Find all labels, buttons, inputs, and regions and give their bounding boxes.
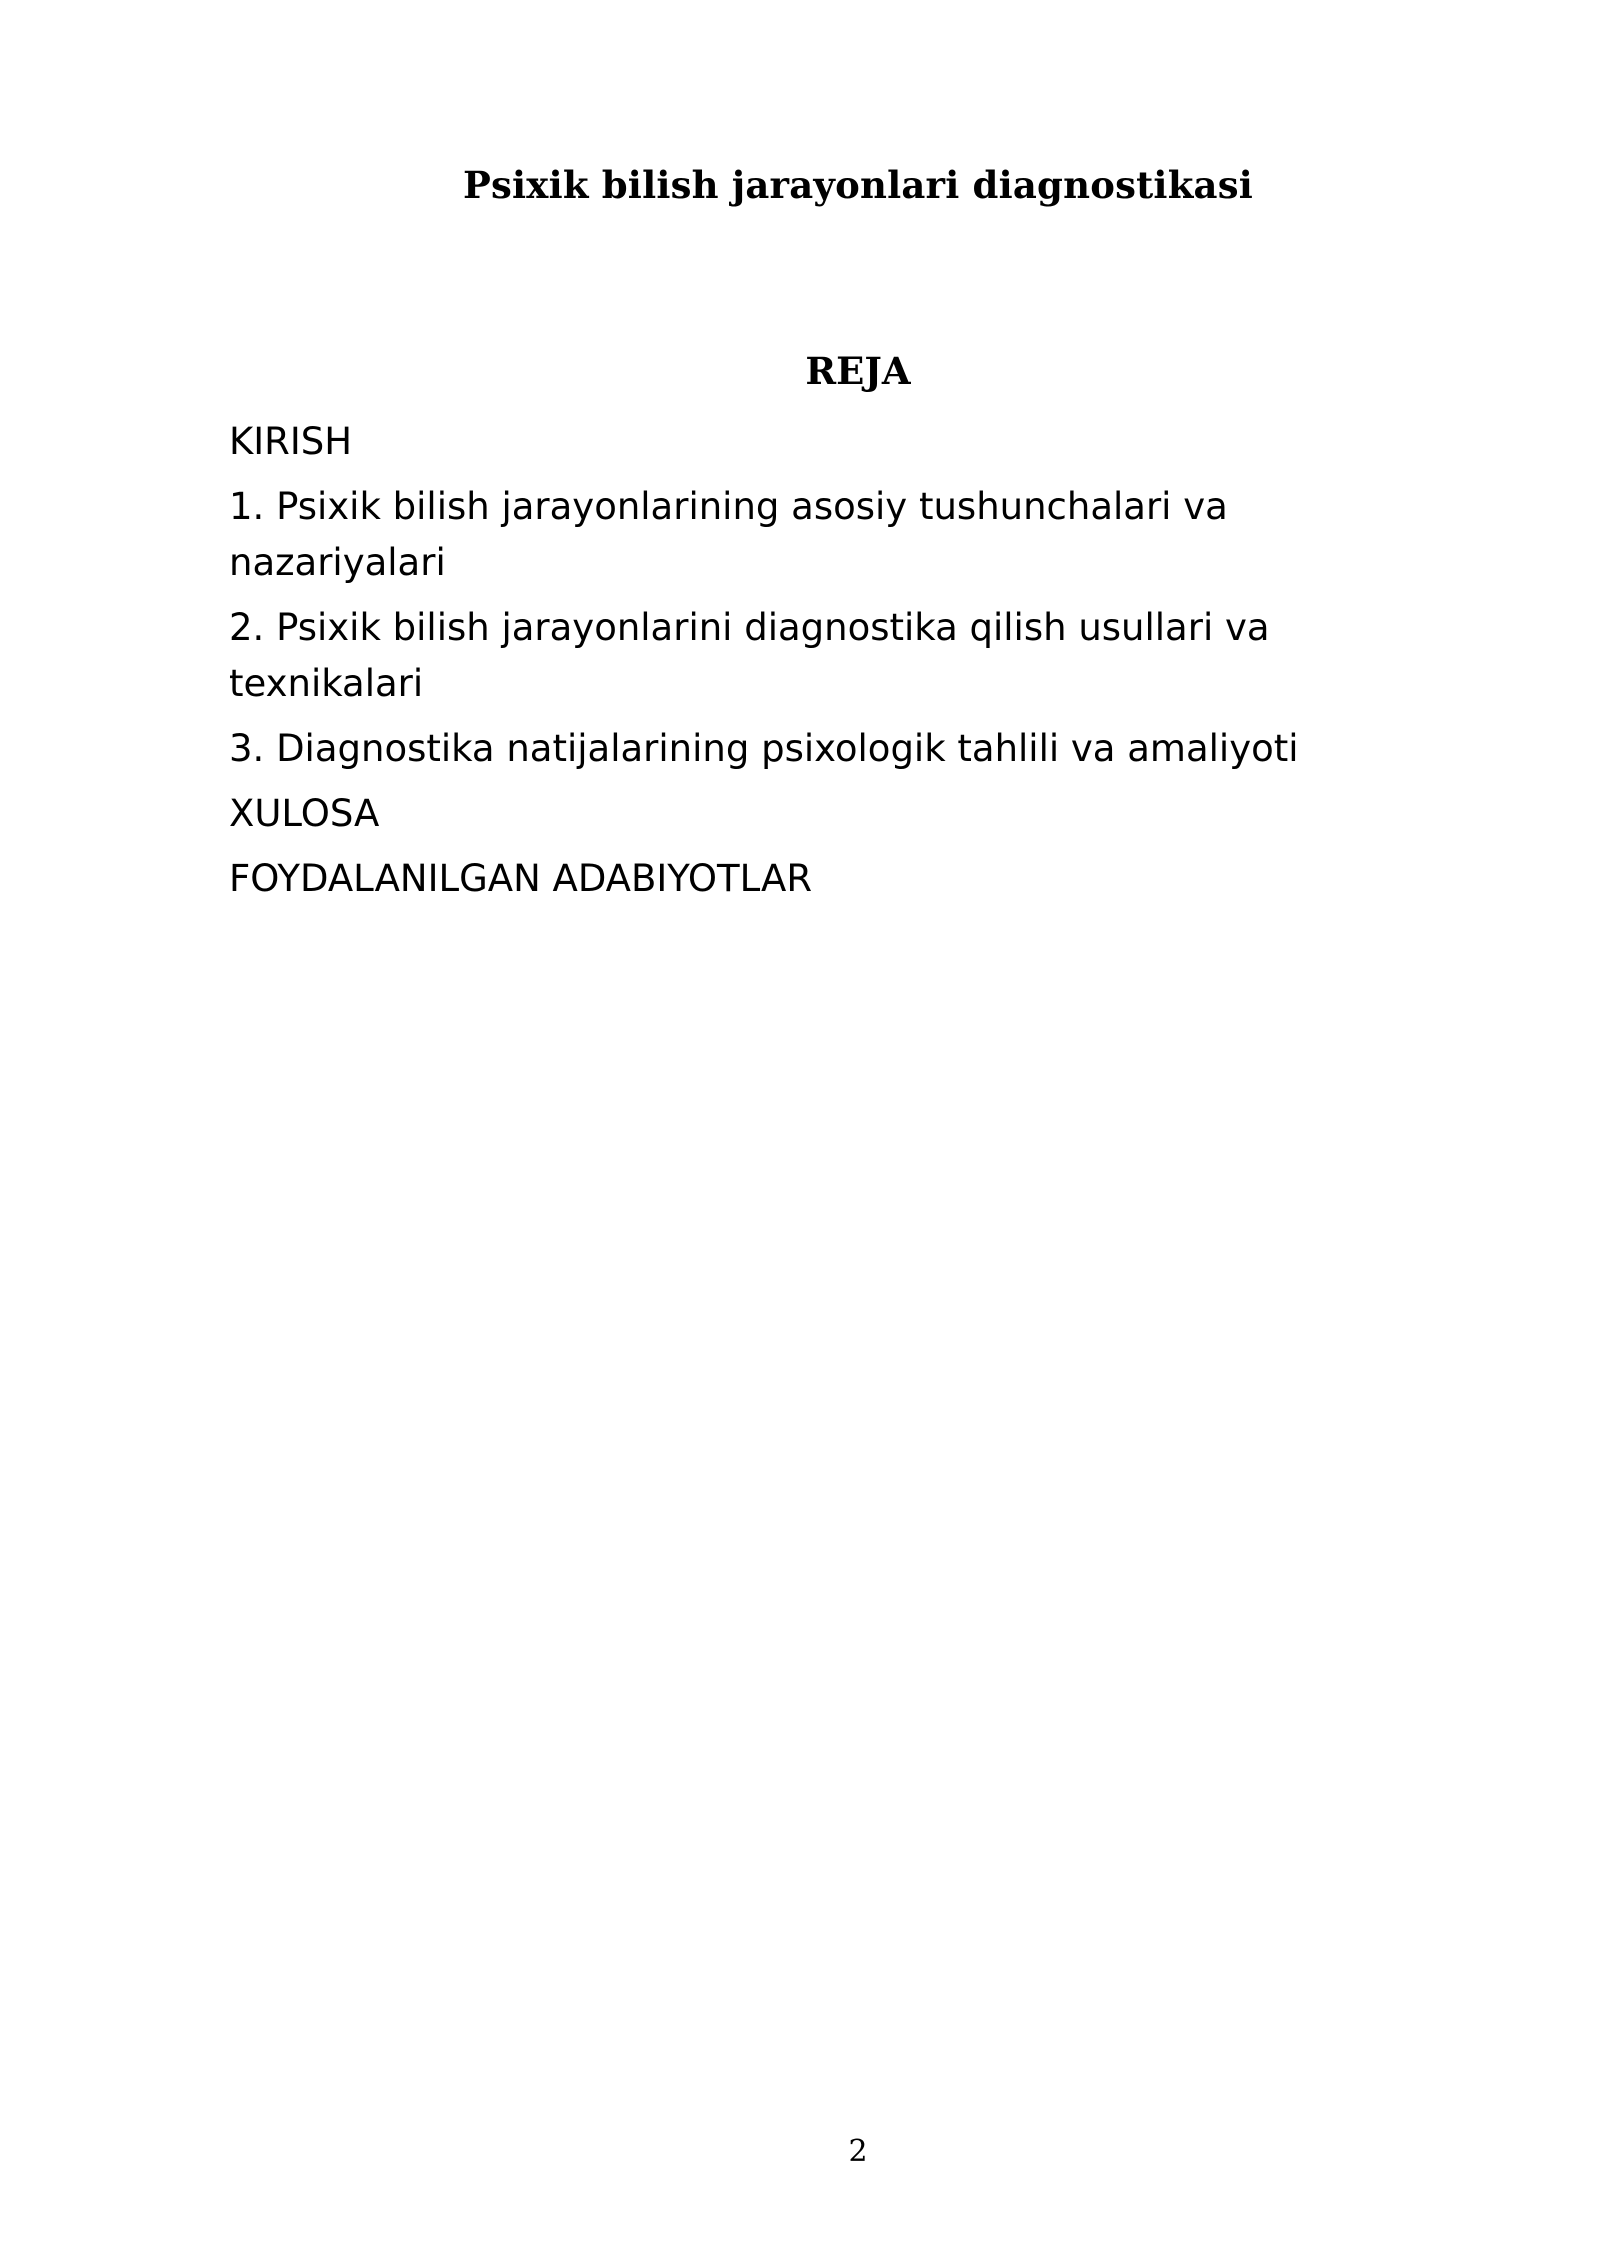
plan-item-references: FOYDALANILGAN ADABIYOTLAR (229, 857, 813, 900)
plan-item-introduction: KIRISH (229, 420, 353, 463)
plan-heading: REJA (805, 349, 911, 393)
document-title: Psixik bilish jarayonlari diagnostikasi (463, 163, 1253, 207)
plan-item-1: 1. Psixik bilish jarayonlarining asosiy tushunchalari va nazariyalari (229, 485, 1228, 584)
plan-item-3: 3. Diagnostika natijalarining psixologik tahlili va amaliyoti (229, 727, 1299, 770)
page-number: 2 (848, 2134, 868, 2169)
plan-list (229, 414, 1379, 916)
plan-item-conclusion: XULOSA (229, 792, 380, 835)
plan-item-2: 2. Psixik bilish jarayonlarini diagnostika qilish usullari va texnikalari (229, 606, 1270, 705)
